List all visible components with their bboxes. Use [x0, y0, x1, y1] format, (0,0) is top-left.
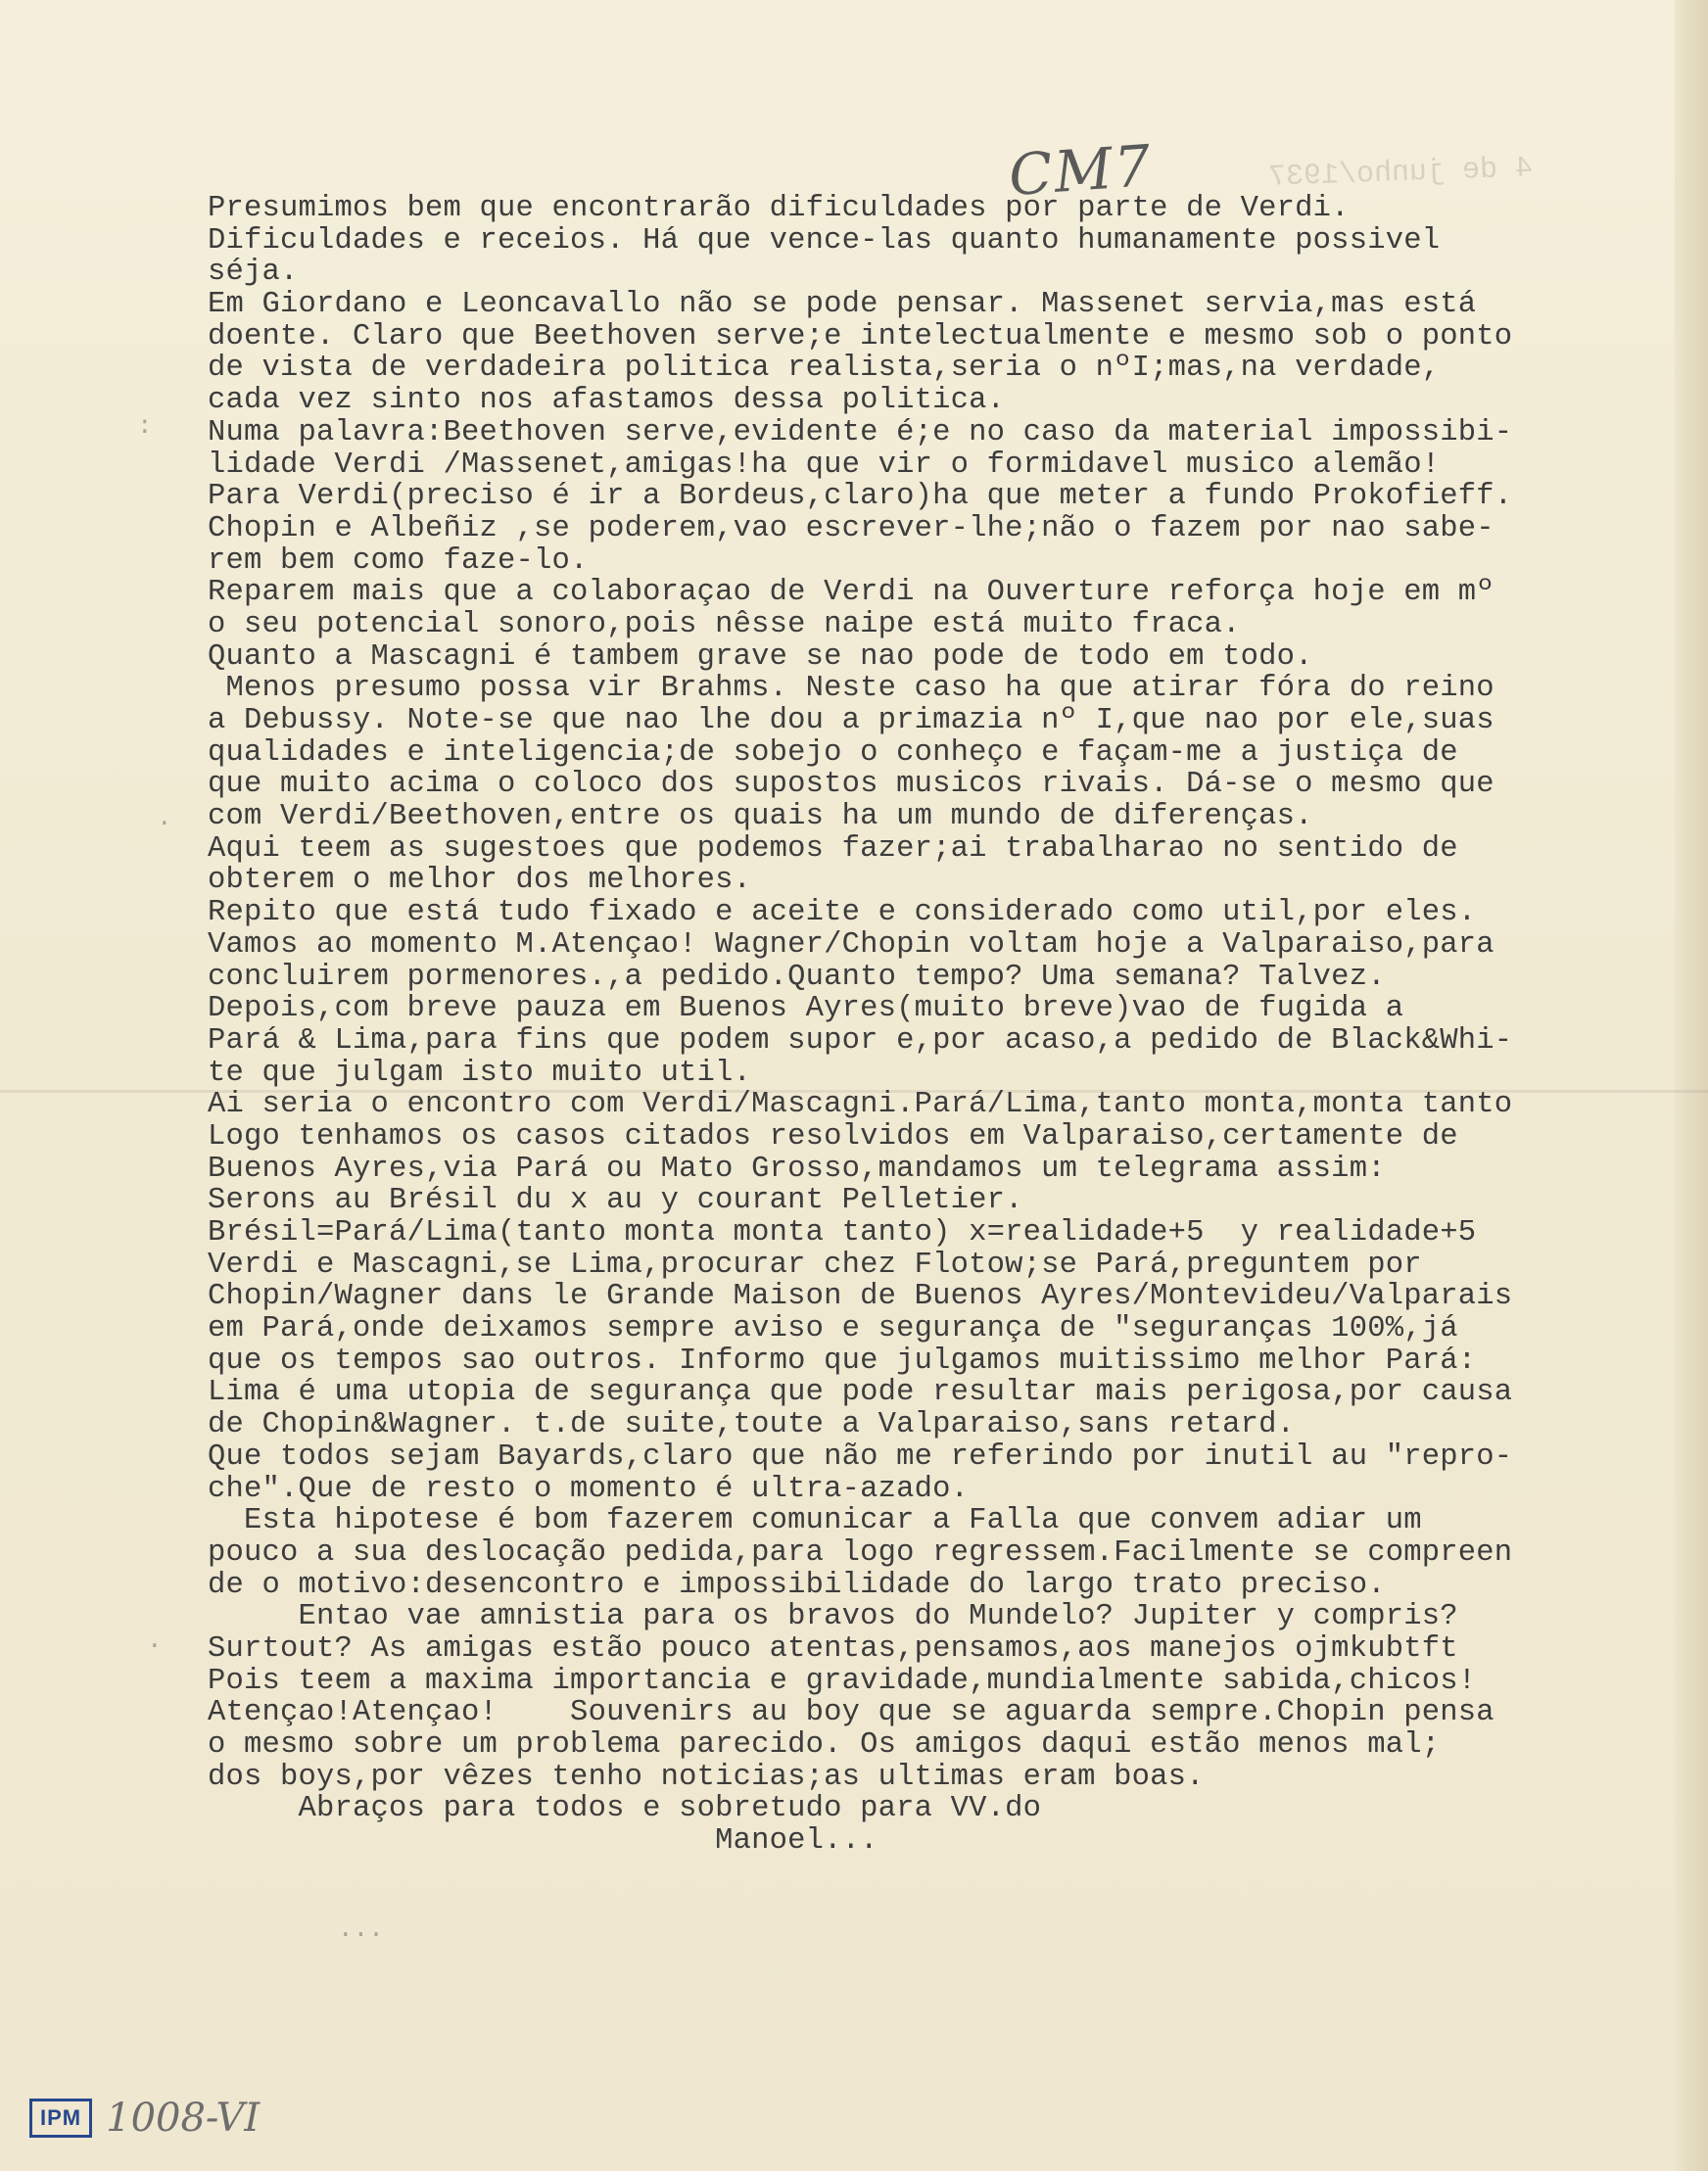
- letter-line: o seu potencial sonoro,pois nêsse naipe está muito fraca.: [208, 607, 1241, 641]
- letter-line: Pará & Lima,para fins que podem supor e,por acaso,a pedido de Black&Whi-: [208, 1023, 1513, 1058]
- handwritten-annotation: CM7: [1006, 131, 1155, 210]
- letter-line: Aqui teem as sugestoes que podemos fazer;ai trabalharao no sentido de: [208, 831, 1458, 866]
- margin-mark: .: [157, 803, 172, 832]
- archive-stamp: IPM: [29, 2099, 92, 2138]
- letter-line: Ai seria o encontro com Verdi/Mascagni.Pará/Lima,tanto monta,monta tanto: [208, 1088, 1513, 1122]
- letter-line: Abraços para todos e sobretudo para VV.do: [208, 1792, 1042, 1826]
- letter-line: cada vez sinto nos afastamos dessa politica.: [208, 384, 1006, 418]
- letter-line: Reparem mais que a colaboraçao de Verdi na Ouverture reforça hoje em mº: [208, 576, 1494, 610]
- letter-line: Dificuldades e receios. Há que vence-las quanto humanamente possivel: [208, 223, 1441, 258]
- letter-line: Presumimos bem que encontrarão dificuldades por parte de Verdi.: [208, 192, 1350, 225]
- letter-line: de o motivo:desencontro e impossibilidade do largo trato preciso.: [208, 1568, 1386, 1602]
- letter-line: Numa palavra:Beethoven serve,evidente é;e no caso da material impossibi-: [208, 415, 1513, 449]
- margin-mark: ...: [338, 1914, 384, 1944]
- letter-line: lidade Verdi /Massenet,amigas!ha que vir o formidavel musico alemão!: [208, 448, 1441, 482]
- letter-line: dos boys,por vêzes tenho noticias;as ultimas eram boas.: [208, 1760, 1205, 1794]
- letter-line: Lima é uma utopia de segurança que pode resultar mais perigosa,por causa: [208, 1376, 1513, 1410]
- letter-line: Que todos sejam Bayards,claro que não me referindo por inutil au "repro-: [208, 1439, 1513, 1474]
- letter-line: Vamos ao momento M.Atençao! Wagner/Chopin voltam hoje a Valparaiso,para: [208, 927, 1494, 962]
- letter-line: séja.: [208, 256, 299, 290]
- letter-line: Entao vae amnistia para os bravos do Mundelo? Jupiter y compris?: [208, 1600, 1458, 1634]
- letter-line: obterem o melhor dos melhores.: [208, 864, 752, 898]
- letter-line: che".Que de resto o momento é ultra-azado.: [208, 1472, 970, 1506]
- letter-line: em Pará,onde deixamos sempre aviso e segurança de "seguranças 100%,já: [208, 1312, 1458, 1346]
- letter-line: de Chopin&Wagner. t.de suite,toute a Valparaiso,sans retard.: [208, 1408, 1296, 1442]
- letter-line: te que julgam isto muito util.: [208, 1056, 752, 1090]
- letter-line: Logo tenhamos os casos citados resolvidos em Valparaiso,certamente de: [208, 1119, 1458, 1154]
- letter-line: qualidades e inteligencia;de sobejo o conheço e façam-me a justiça de: [208, 735, 1458, 770]
- letter-line: Esta hipotese é bom fazerem comunicar a Falla que convem adiar um: [208, 1504, 1422, 1538]
- letter-line: que muito acima o coloco dos supostos musicos rivais. Dá-se o mesmo que: [208, 768, 1494, 802]
- paper-edge: [1675, 0, 1708, 2171]
- archive-footer: [29, 2096, 260, 2141]
- letter-line: Chopin e Albeñiz ,se poderem,vao escrever-lhe;não o fazem por nao sabe-: [208, 511, 1494, 545]
- letter-line: a Debussy. Note-se que nao lhe dou a primazia nº I,que nao por ele,suas: [208, 704, 1494, 737]
- letter-line: Chopin/Wagner dans le Grande Maison de Buenos Ayres/Montevideu/Valparais: [208, 1280, 1513, 1314]
- letter-line: Brésil=Pará/Lima(tanto monta monta tanto) x=realidade+5 y realidade+5: [208, 1216, 1477, 1250]
- letter-line: concluirem pormenores.,a pedido.Quanto tempo? Uma semana? Talvez.: [208, 960, 1386, 994]
- letter-line: doente. Claro que Beethoven serve;e intelectualmente e mesmo sob o ponto: [208, 319, 1513, 354]
- letter-line: o mesmo sobre um problema parecido. Os amigos daqui estão menos mal;: [208, 1728, 1441, 1762]
- letter-line: de vista de verdadeira politica realista,seria o nºI;mas,na verdade,: [208, 352, 1441, 386]
- letter-line: Buenos Ayres,via Pará ou Mato Grosso,mandamos um telegrama assim:: [208, 1152, 1386, 1186]
- letter-line: Quanto a Mascagni é tambem grave se nao pode de todo em todo.: [208, 639, 1313, 674]
- letter-line: Depois,com breve pauza em Buenos Ayres(muito breve)vao de fugida a: [208, 992, 1404, 1026]
- letter-line: Para Verdi(preciso é ir a Bordeus,claro)ha que meter a fundo Prokofieff.: [208, 480, 1513, 514]
- letter-line: com Verdi/Beethoven,entre os quais ha um mundo de diferenças.: [208, 800, 1313, 834]
- letter-line: Manoel...: [208, 1824, 878, 1859]
- letter-line: Em Giordano e Leoncavallo não se pode pensar. Massenet servia,mas está: [208, 288, 1477, 322]
- letter-line: Pois teem a maxima importancia e gravidade,mundialmente sabida,chicos!: [208, 1664, 1477, 1698]
- letter-line: Menos presumo possa vir Brahms. Neste caso ha que atirar fóra do reino: [208, 672, 1494, 706]
- letter-line: que os tempos sao outros. Informo que julgamos muitissimo melhor Pará:: [208, 1344, 1477, 1378]
- letter-line: pouco a sua deslocação pedida,para logo regressem.Facilmente se compreen: [208, 1535, 1513, 1570]
- bleed-through-date: 4 de junho/1937: [1267, 152, 1534, 195]
- letter-line: Atençao!Atençao! Souvenirs au boy que se aguarda sempre.Chopin pensa: [208, 1696, 1494, 1730]
- letter-line: Verdi e Mascagni,se Lima,procurar chez Flotow;se Pará,preguntem por: [208, 1248, 1422, 1282]
- margin-mark: :: [137, 411, 153, 441]
- letter-line: Repito que está tudo fixado e aceite e considerado como util,por eles.: [208, 896, 1477, 930]
- letter-body: [208, 193, 1628, 1858]
- archive-reference: 1008-VI: [106, 2096, 261, 2141]
- letter-line: Surtout? As amigas estão pouco atentas,pensamos,aos manejos ojmkubtft: [208, 1631, 1458, 1666]
- margin-mark: .: [147, 1626, 163, 1655]
- letter-line: Serons au Brésil du x au y courant Pelletier.: [208, 1184, 1023, 1218]
- letter-line: rem bem como faze-lo.: [208, 543, 589, 578]
